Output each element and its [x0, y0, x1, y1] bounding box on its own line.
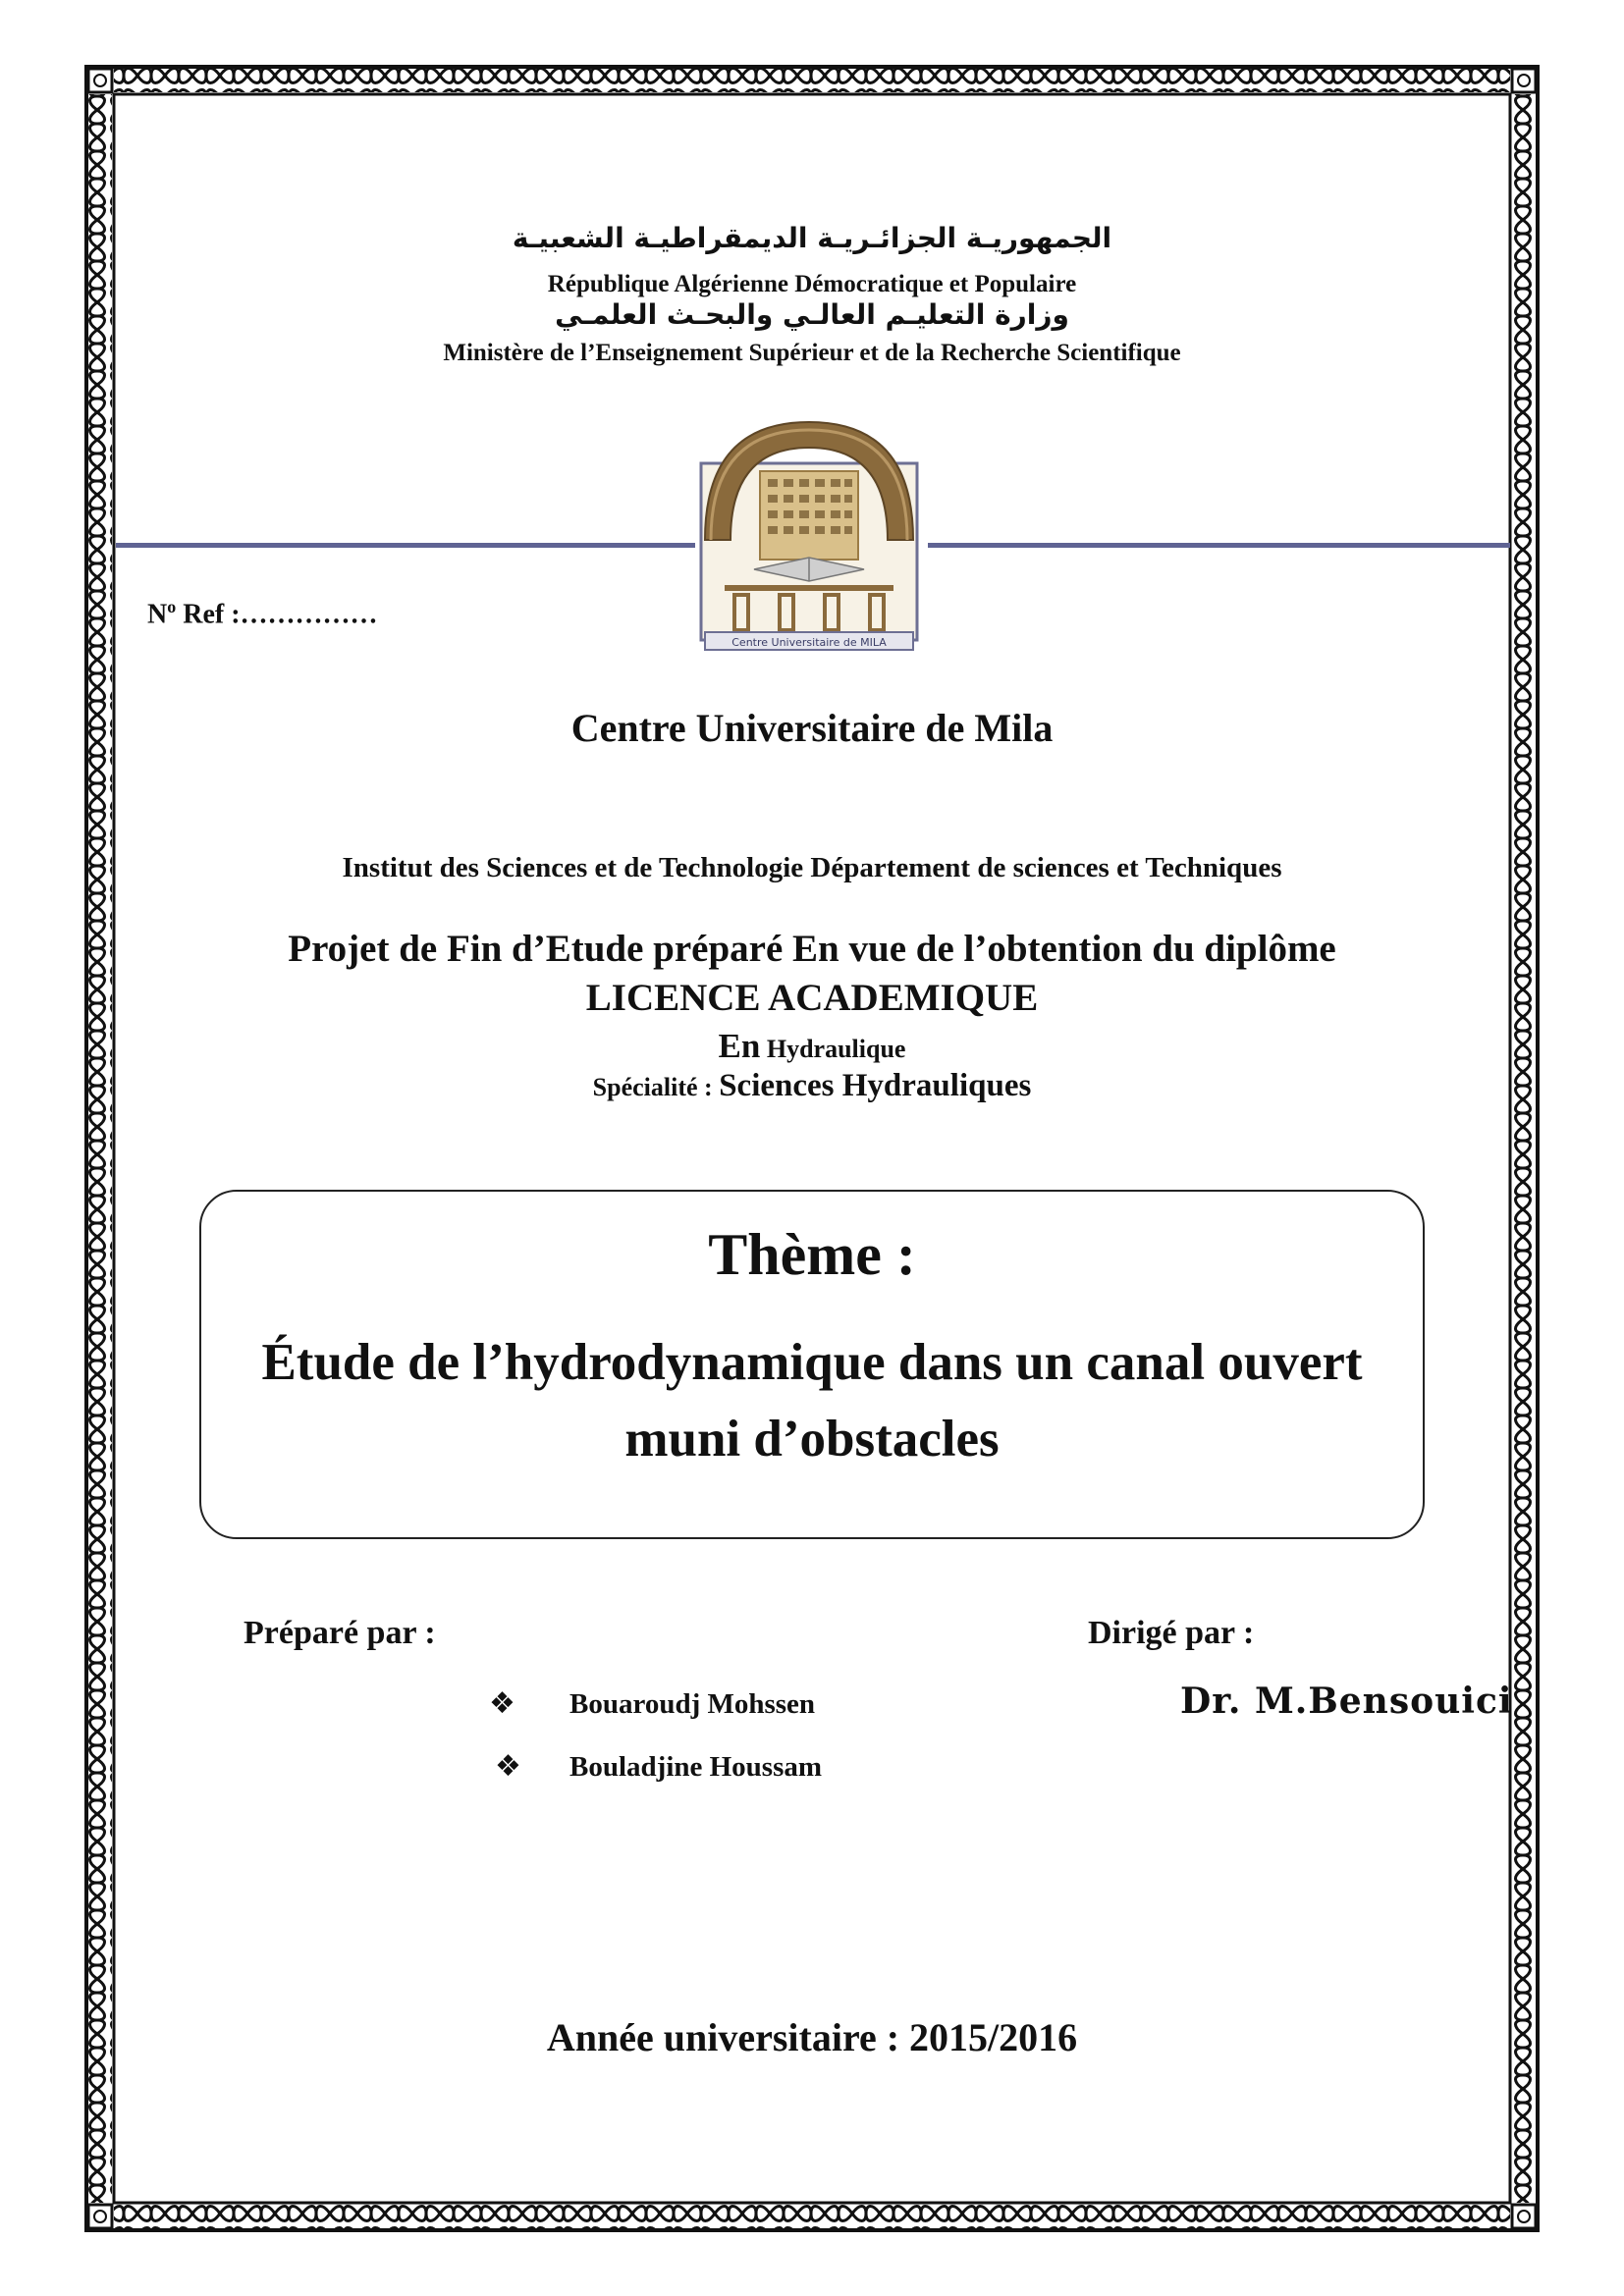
bullet-icon: ❖: [495, 1749, 521, 1784]
theme-box: [199, 1190, 1425, 1539]
arabic-ministry-title: وزارة التعليـم العالـي والبحـث العلمـي: [555, 298, 1069, 331]
reference-number: $N^o$ Ref :……………: [147, 597, 378, 630]
academic-year: Année universitaire : 2015/2016: [546, 2015, 1078, 2059]
degree-title: LICENCE ACADEMIQUE: [585, 977, 1039, 1019]
french-ministry-title: Ministère de l’Enseignement Supérieur et de la Recherche Scientifique: [443, 340, 1181, 366]
university-logo: [695, 412, 923, 654]
theme-line-2: muni d’obstacles: [624, 1411, 1000, 1468]
left-rule: [116, 543, 695, 548]
specialty-line: Spécialité : Sciences Hydrauliques: [592, 1068, 1032, 1103]
arabic-republic-title: الجمهوريـة الجزائـريـة الديمقراطيـة الشعبيـة: [512, 222, 1112, 254]
field-line: En Hydraulique: [718, 1027, 906, 1065]
french-republic-title: République Algérienne Démocratique et Populaire: [547, 271, 1077, 297]
theme-line-1: Étude de l’hydrodynamique dans un canal ouvert: [261, 1334, 1363, 1391]
director-name: Dr. M.Bensouici: [1180, 1681, 1513, 1722]
right-rule: [928, 543, 1510, 548]
directed-by-label: Dirigé par :: [1088, 1615, 1255, 1651]
project-line: Projet de Fin d’Etude préparé En vue de l’obtention du diplôme: [288, 928, 1336, 970]
institute-department: Institut des Sciences et de Technologie Département de sciences et Techniques: [342, 852, 1282, 883]
student-name-2: Bouladjine Houssam: [569, 1751, 823, 1783]
institution-name: Centre Universitaire de Mila: [570, 706, 1054, 750]
bullet-icon: ❖: [489, 1686, 515, 1721]
student-name-1: Bouaroudj Mohssen: [569, 1688, 816, 1720]
theme-label: Thème :: [708, 1222, 916, 1287]
prepared-by-label: Préparé par :: [244, 1615, 436, 1651]
logo-caption: Centre Universitaire de MILA: [731, 636, 887, 649]
theme-title: [201, 1324, 1423, 1477]
